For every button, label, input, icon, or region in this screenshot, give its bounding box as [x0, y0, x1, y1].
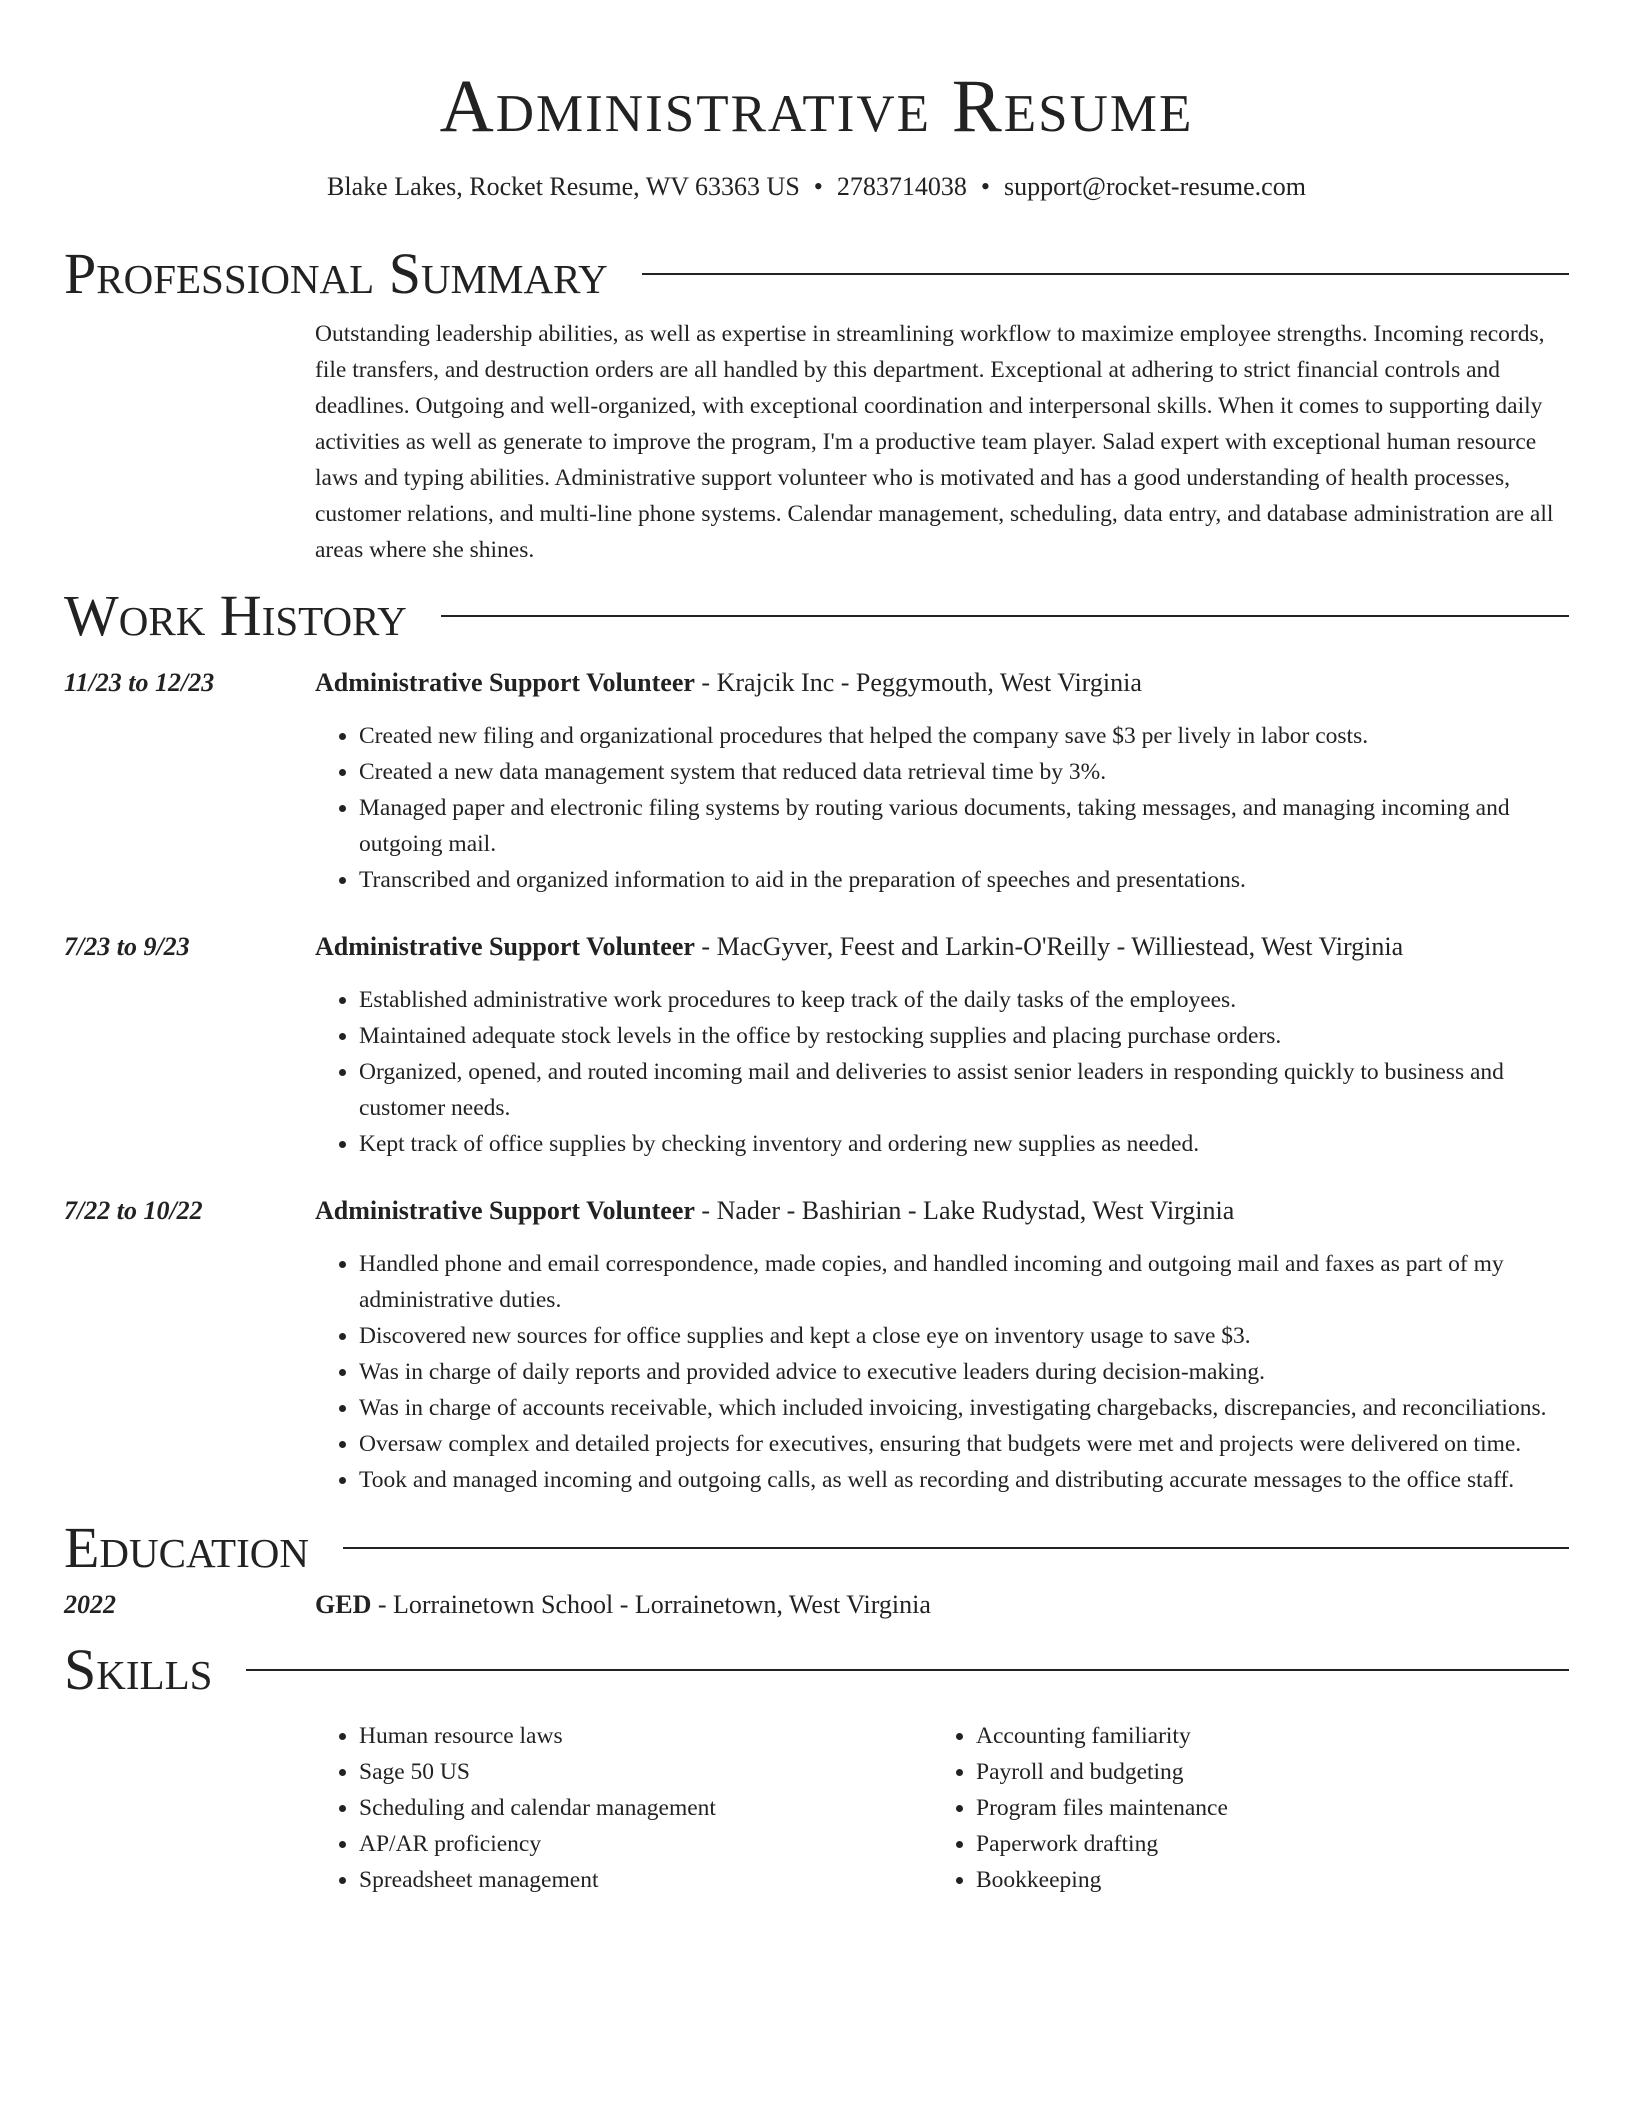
skill-item: • Sage 50 US: [359, 1754, 932, 1790]
job-dates: 7/22 to 10/22: [64, 1196, 203, 1225]
contact-address: Blake Lakes, Rocket Resume, WV 63363 US: [327, 172, 800, 201]
job-entry: [64, 930, 1569, 1162]
job-bullet: • Created new filing and organizational procedures that helped the company save $3 per lively in labor costs.: [359, 718, 1569, 754]
job-title-line: [315, 1194, 1569, 1228]
job-company-location: - Krajcik Inc - Peggymouth, West Virginia: [694, 668, 1142, 697]
skill-item: • Accounting familiarity: [976, 1718, 1549, 1754]
education-entry: [64, 1588, 1569, 1622]
job-company-location: - Nader - Bashirian - Lake Rudystad, West Virginia: [694, 1196, 1235, 1225]
section-divider: [642, 273, 1569, 275]
skills-heading: Skills: [64, 1637, 213, 1702]
job-dates: 11/23 to 12/23: [64, 668, 215, 697]
education-year: 2022: [64, 1590, 116, 1619]
job-bullet: • Kept track of office supplies by checking inventory and ordering new supplies as needed.: [359, 1126, 1569, 1162]
job-body: [315, 930, 1569, 1162]
skills-section-header: [64, 1634, 1569, 1706]
job-bullet: • Organized, opened, and routed incoming mail and deliveries to assist senior leaders in responding quickly to business and customer needs.: [359, 1054, 1569, 1126]
separator-dot: •: [813, 172, 823, 201]
job-bullets: [315, 982, 1569, 1162]
contact-phone: 2783714038: [836, 172, 967, 201]
job-header: [64, 666, 1569, 898]
job-bullet: • Was in charge of daily reports and provided advice to executive leaders during decision-making.: [359, 1354, 1569, 1390]
section-divider: [246, 1669, 1569, 1671]
skills-column-left: [315, 1718, 932, 1898]
job-header: [64, 1194, 1569, 1498]
contact-email: support@rocket-resume.com: [1004, 172, 1306, 201]
education-detail: [315, 1588, 1569, 1622]
separator-dot: •: [980, 172, 991, 201]
job-header: [64, 930, 1569, 1162]
job-bullet: • Discovered new sources for office supplies and kept a close eye on inventory usage to save $3.: [359, 1318, 1569, 1354]
skills-column-right: [932, 1718, 1549, 1898]
work-heading: Work History: [64, 583, 407, 648]
resume-page: [64, 0, 1569, 1898]
skill-item: • AP/AR proficiency: [359, 1826, 932, 1862]
job-bullet: • Created a new data management system that reduced data retrieval time by 3%.: [359, 754, 1569, 790]
contact-line: [64, 170, 1569, 204]
education-heading: Education: [64, 1515, 309, 1580]
skill-item: • Spreadsheet management: [359, 1862, 932, 1898]
section-divider: [343, 1547, 1569, 1549]
job-bullets: [315, 1246, 1569, 1498]
job-bullets: [315, 718, 1569, 898]
summary-heading: Professional Summary: [64, 241, 608, 306]
skills-list: [315, 1718, 1569, 1898]
job-company-location: - MacGyver, Feest and Larkin-O'Reilly - Williestead, West Virginia: [694, 932, 1404, 961]
skill-item: • Paperwork drafting: [976, 1826, 1549, 1862]
skill-item: • Scheduling and calendar management: [359, 1790, 932, 1826]
job-dates: 7/23 to 9/23: [64, 932, 190, 961]
job-bullet: • Took and managed incoming and outgoing calls, as well as recording and distributing accurate messages to the office staff.: [359, 1462, 1569, 1498]
job-body: [315, 666, 1569, 898]
education-school: - Lorrainetown School - Lorrainetown, West Virginia: [371, 1590, 931, 1619]
job-bullet: • Established administrative work procedures to keep track of the daily tasks of the employees.: [359, 982, 1569, 1018]
section-divider: [441, 615, 1569, 617]
job-body: [315, 1194, 1569, 1498]
work-history-list: [64, 666, 1569, 1498]
skill-item: • Bookkeeping: [976, 1862, 1549, 1898]
job-role: Administrative Support Volunteer: [315, 932, 695, 961]
job-role: Administrative Support Volunteer: [315, 1196, 695, 1225]
job-bullet: • Managed paper and electronic filing systems by routing various documents, taking messages, and managing incoming and outgoing mail.: [359, 790, 1569, 862]
job-bullet: • Was in charge of accounts receivable, which included invoicing, investigating chargebacks, discrepancies, and reconciliations.: [359, 1390, 1569, 1426]
job-entry: [64, 666, 1569, 898]
skill-item: • Program files maintenance: [976, 1790, 1549, 1826]
job-bullet: • Oversaw complex and detailed projects for executives, ensuring that budgets were met and projects were delivered on time.: [359, 1426, 1569, 1462]
skill-item: • Payroll and budgeting: [976, 1754, 1549, 1790]
work-section-header: [64, 580, 1569, 652]
summary-section-header: [64, 238, 1569, 310]
summary-text: Outstanding leadership abilities, as well as expertise in streamlining workflow to maximize employee strengths. Incoming records, file transfers, and destruction orders are all handled by this department. Exceptional at adhering to strict financial controls and deadlines. Outgoing and well-organized, with exceptional coordination and interpersonal skills. When it comes to supporting daily activities as well as generate to improve the program, I'm a productive team player. Salad expert with exceptional human resource laws and typing abilities. Administrative support volunteer who is motivated and has a good understanding of health processes, customer relations, and multi-line phone systems. Calendar management, scheduling, data entry, and database administration are all areas where she shines.: [315, 321, 1554, 563]
job-bullet: • Handled phone and email correspondence, made copies, and handled incoming and outgoing mail and faxes as part of my administrative duties.: [359, 1246, 1569, 1318]
skill-item: • Human resource laws: [359, 1718, 932, 1754]
job-entry: [64, 1194, 1569, 1498]
job-title-line: [315, 666, 1569, 700]
education-section-header: [64, 1512, 1569, 1584]
education-degree: GED: [315, 1590, 372, 1619]
job-bullet: • Maintained adequate stock levels in the office by restocking supplies and placing purchase orders.: [359, 1018, 1569, 1054]
job-title-line: [315, 930, 1569, 964]
job-bullet: • Transcribed and organized information to aid in the preparation of speeches and presentations.: [359, 862, 1569, 898]
job-role: Administrative Support Volunteer: [315, 668, 695, 697]
resume-title: Administrative Resume: [439, 65, 1194, 148]
